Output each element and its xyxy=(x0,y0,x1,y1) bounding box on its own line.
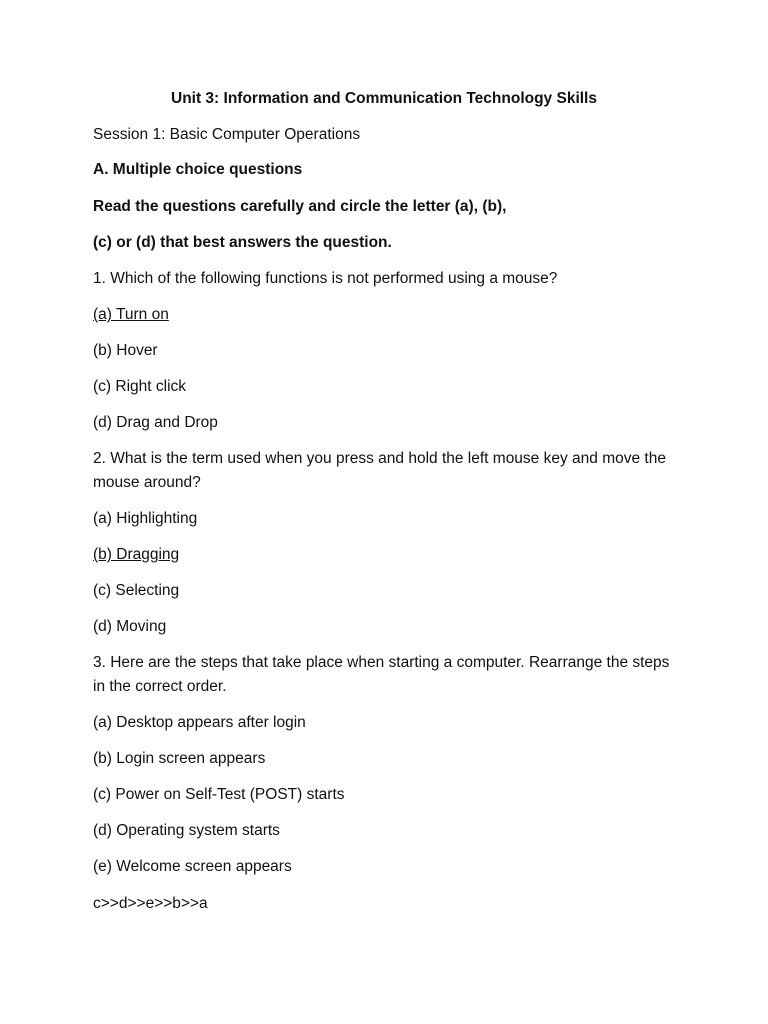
question-1-text: 1. Which of the following functions is not performed using a mouse? xyxy=(93,270,558,287)
question-1-option-b: (b) Hover xyxy=(93,342,158,359)
question-2-option-a: (a) Highlighting xyxy=(93,510,198,527)
question-1-option-d: (d) Drag and Drop xyxy=(93,414,218,431)
session-heading: Session 1: Basic Computer Operations xyxy=(93,126,361,143)
instructions-line-2: (c) or (d) that best answers the question. xyxy=(93,234,392,251)
question-2-option-b: (b) Dragging xyxy=(93,546,180,563)
question-1-option-a: (a) Turn on xyxy=(93,306,169,323)
question-1-option-c: (c) Right click xyxy=(93,378,187,395)
question-2-text: 2. What is the term used when you press and hold the left mouse key and move the mouse around? xyxy=(93,450,666,491)
question-3-text: 3. Here are the steps that take place when starting a computer. Rearrange the steps in the correct order. xyxy=(93,654,670,695)
document-title: Unit 3: Information and Communication Technology Skills xyxy=(171,90,597,107)
question-3-option-c: (c) Power on Self-Test (POST) starts xyxy=(93,786,345,803)
section-heading: A. Multiple choice questions xyxy=(93,161,303,178)
instructions-line-1: Read the questions carefully and circle the letter (a), (b), xyxy=(93,198,507,215)
question-3-answer: c>>d>>e>>b>>a xyxy=(93,895,208,912)
question-2-option-d: (d) Moving xyxy=(93,618,167,635)
question-3-option-d: (d) Operating system starts xyxy=(93,822,280,839)
question-3-option-a: (a) Desktop appears after login xyxy=(93,714,306,731)
question-3-option-e: (e) Welcome screen appears xyxy=(93,858,292,875)
question-2-option-c: (c) Selecting xyxy=(93,582,180,599)
question-3-option-b: (b) Login screen appears xyxy=(93,750,266,767)
